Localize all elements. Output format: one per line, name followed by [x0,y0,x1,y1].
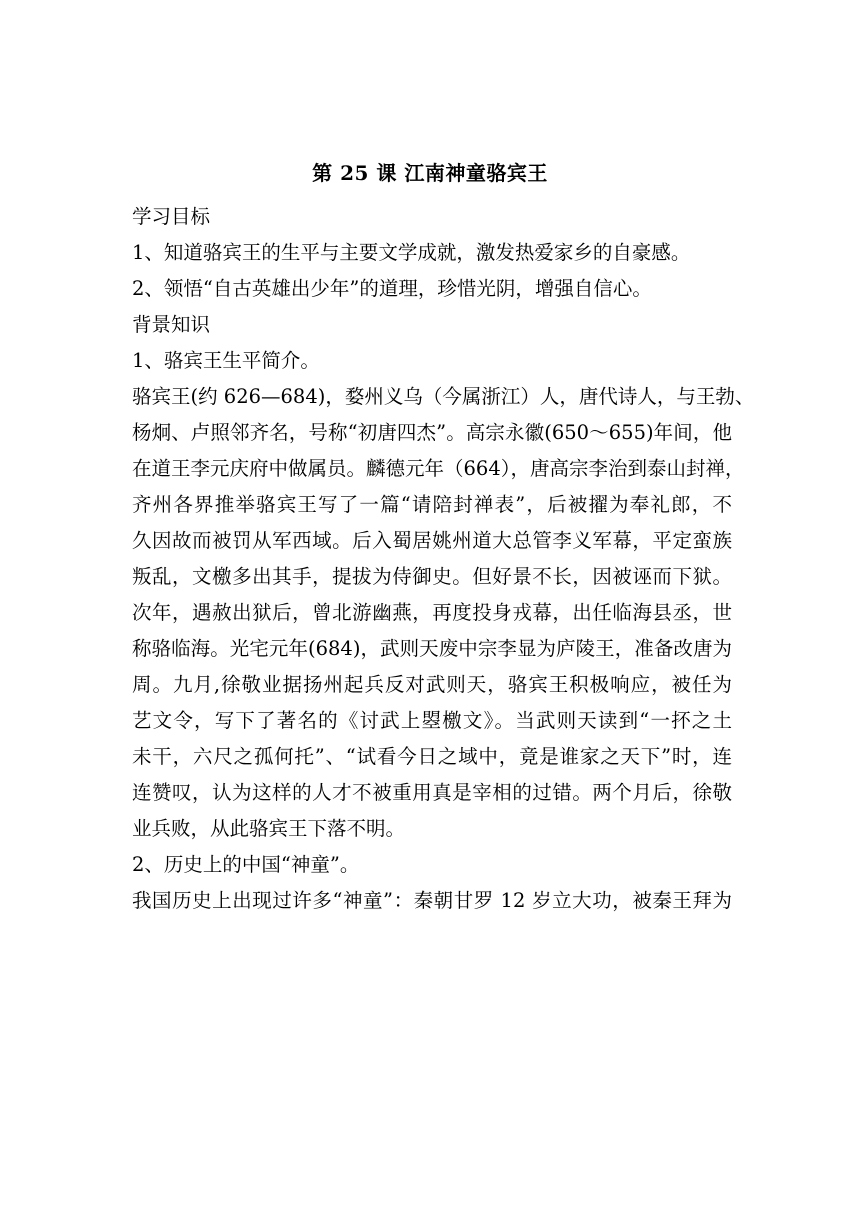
biography-line: 连赞叹，认为这样的人才不被重用真是宰相的过错。两个月后，徐敬 [132,781,732,804]
subheading-biography: 1、骆宾王生平简介。 [132,349,320,372]
biography-paragraph [132,379,755,847]
prodigies-paragraph [132,883,732,919]
learning-goal-1: 1、知道骆宾王的生平与主要文学成就，激发热爱家乡的自豪感。 [132,241,691,264]
biography-line: 业兵败，从此骆宾王下落不明。 [132,817,406,840]
document-body [132,199,755,919]
section-heading-background: 背景知识 [132,313,211,336]
biography-line: 次年，遇赦出狱后，曾北游幽燕，再度投身戎幕，出任临海县丞，世 [132,601,732,624]
learning-goal-2: 2、领悟“自古英雄出少年”的道理，珍惜光阴，增强自信心。 [132,277,652,300]
biography-line: 齐州各界推举骆宾王写了一篇“请陪封禅表”，后被擢为奉礼郎，不 [132,493,732,516]
biography-line: 未干，六尺之孤何托”、“试看今日之域中，竟是谁家之天下”时，连 [132,745,732,768]
subheading-prodigies: 2、历史上的中国“神童”。 [132,853,360,876]
biography-line: 艺文令，写下了著名的《讨武上曌檄文》。当武则天读到“一抔之土 [132,709,732,732]
prodigies-line: 我国历史上出现过许多“神童”：秦朝甘罗 12 岁立大功，被秦王拜为 [132,889,732,912]
biography-line: 叛乱，文檄多出其手，提拔为侍御史。但好景不长，因被诬而下狱。 [132,565,732,588]
biography-line: 杨炯、卢照邻齐名，号称“初唐四杰”。高宗永徽(650～655)年间，他 [132,421,732,444]
biography-line: 周。九月,徐敬业据扬州起兵反对武则天，骆宾王积极响应，被任为 [132,673,732,696]
biography-line: 骆宾王(约 626—684)，婺州义乌（今属浙江）人，唐代诗人，与王勃、 [132,385,755,408]
section-heading-learning-goals: 学习目标 [132,205,211,228]
biography-line: 久因故而被罚从军西域。后入蜀居姚州道大总管李义军幕，平定蛮族 [132,529,732,552]
biography-line: 称骆临海。光宅元年(684)，武则天废中宗李显为庐陵王，准备改唐为 [132,637,732,660]
lesson-title: 第 25 课 江南神童骆宾王 [312,161,548,185]
biography-line: 在道王李元庆府中做属员。麟德元年（664），唐高宗李治到泰山封禅， [132,457,745,480]
